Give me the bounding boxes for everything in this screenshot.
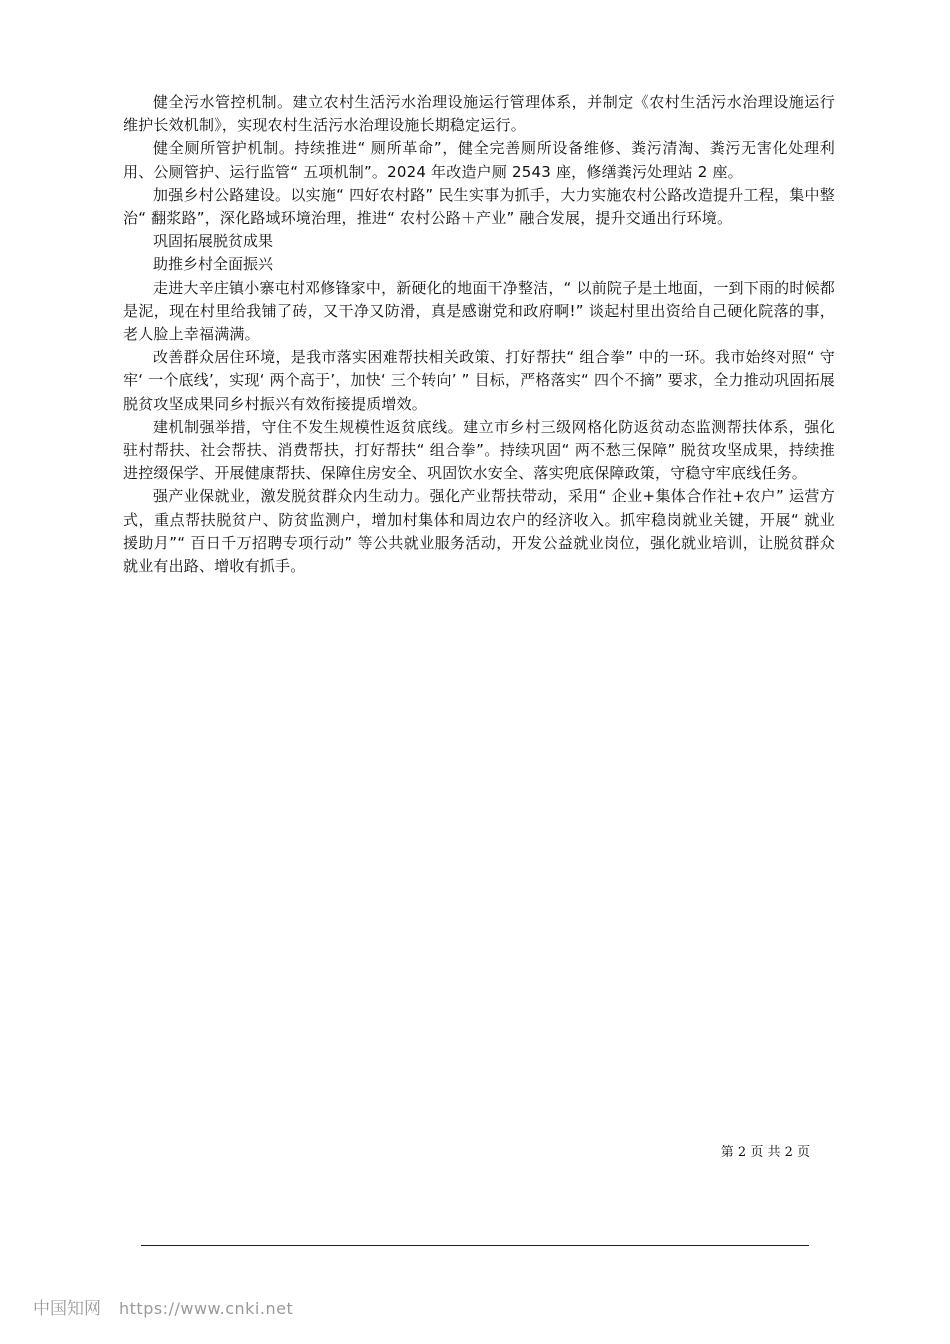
paragraph-village-story: 走进大辛庄镇小寨屯村邓修锋家中，新硬化的地面干净整洁，“ 以前院子是土地面，一到下雨的时候都是泥，现在村里给我铺了砖，又干净又防滑，真是感谢党和政府啊!” 谈起村里出资给自己硬化院落的事，老人脸上幸福满满。 (123, 278, 835, 344)
paragraph-living-environment: 改善群众居住环境，是我市落实困难帮扶相关政策、打好帮扶“ 组合拳” 中的一环。我市始终对照“ 守牢‘ 一个底线’，实现‘ 两个高于’，加快‘ 三个转向’ ” 目标，严格落实“ 四个不摘” 要求，全力推动巩固拓展脱贫攻坚成果同乡村振兴有效衔接提质增效。 (123, 348, 835, 413)
cnki-watermark (33, 1294, 293, 1319)
watermark-brand: 中国知网 (33, 1299, 101, 1319)
watermark-url: https://www.cnki.net (119, 1299, 294, 1318)
section-heading-line-2: 助推乡村全面振兴 (153, 255, 274, 274)
paragraph-toilet-management: 健全厕所管护机制。持续推进“ 厕所革命”，健全完善厕所设备维修、粪污清淘、粪污无害化处理利用、公厕管护、运行监管“ 五项机制”。2024 年改造户厕 2543 座，修缮粪污处理站 2 座。 (123, 139, 835, 181)
paragraph-mechanism-measures: 建机制强举措，守住不发生规模性返贫底线。建立市乡村三级网格化防返贫动态监测帮扶体系，强化驻村帮扶、社会帮扶、消费帮扶，打好帮扶“ 组合拳”。持续巩固“ 两不愁三保障” 脱贫攻坚成果，持续推进控缀保学、开展健康帮扶、保障住房安全、巩固饮水安全、落实兜底保障政策，守稳守牢底线任务。 (123, 417, 835, 483)
paragraph-sewage-management: 健全污水管控机制。建立农村生活污水治理设施运行管理体系，并制定《农村生活污水治理设施运行维护长效机制》，实现农村生活污水治理设施长期稳定运行。 (123, 93, 835, 135)
document-body (123, 91, 835, 578)
section-heading-line-1: 巩固拓展脱贫成果 (153, 232, 274, 251)
paragraph-industry-employment: 强产业保就业，激发脱贫群众内生动力。强化产业帮扶带动，采用“ 企业+集体合作社+农户” 运营方式，重点帮扶脱贫户、防贫监测户，增加村集体和周边农户的经济收入。抓牢稳岗就业关键，开展“ 就业援助月”“ 百日千万招聘专项行动” 等公共就业服务活动，开发公益就业岗位，强化就业培训，让脱贫群众就业有出路、增收有抓手。 (123, 487, 835, 576)
paragraph-rural-roads: 加强乡村公路建设。以实施“ 四好农村路” 民生实事为抓手，大力实施农村公路改造提升工程，集中整治“ 翻浆路”，深化路域环境治理，推进“ 农村公路＋产业” 融合发展，提升交通出行环境。 (123, 185, 835, 228)
footer-divider (141, 1245, 809, 1246)
page-number: 第 2 页 共 2 页 (720, 1145, 810, 1160)
